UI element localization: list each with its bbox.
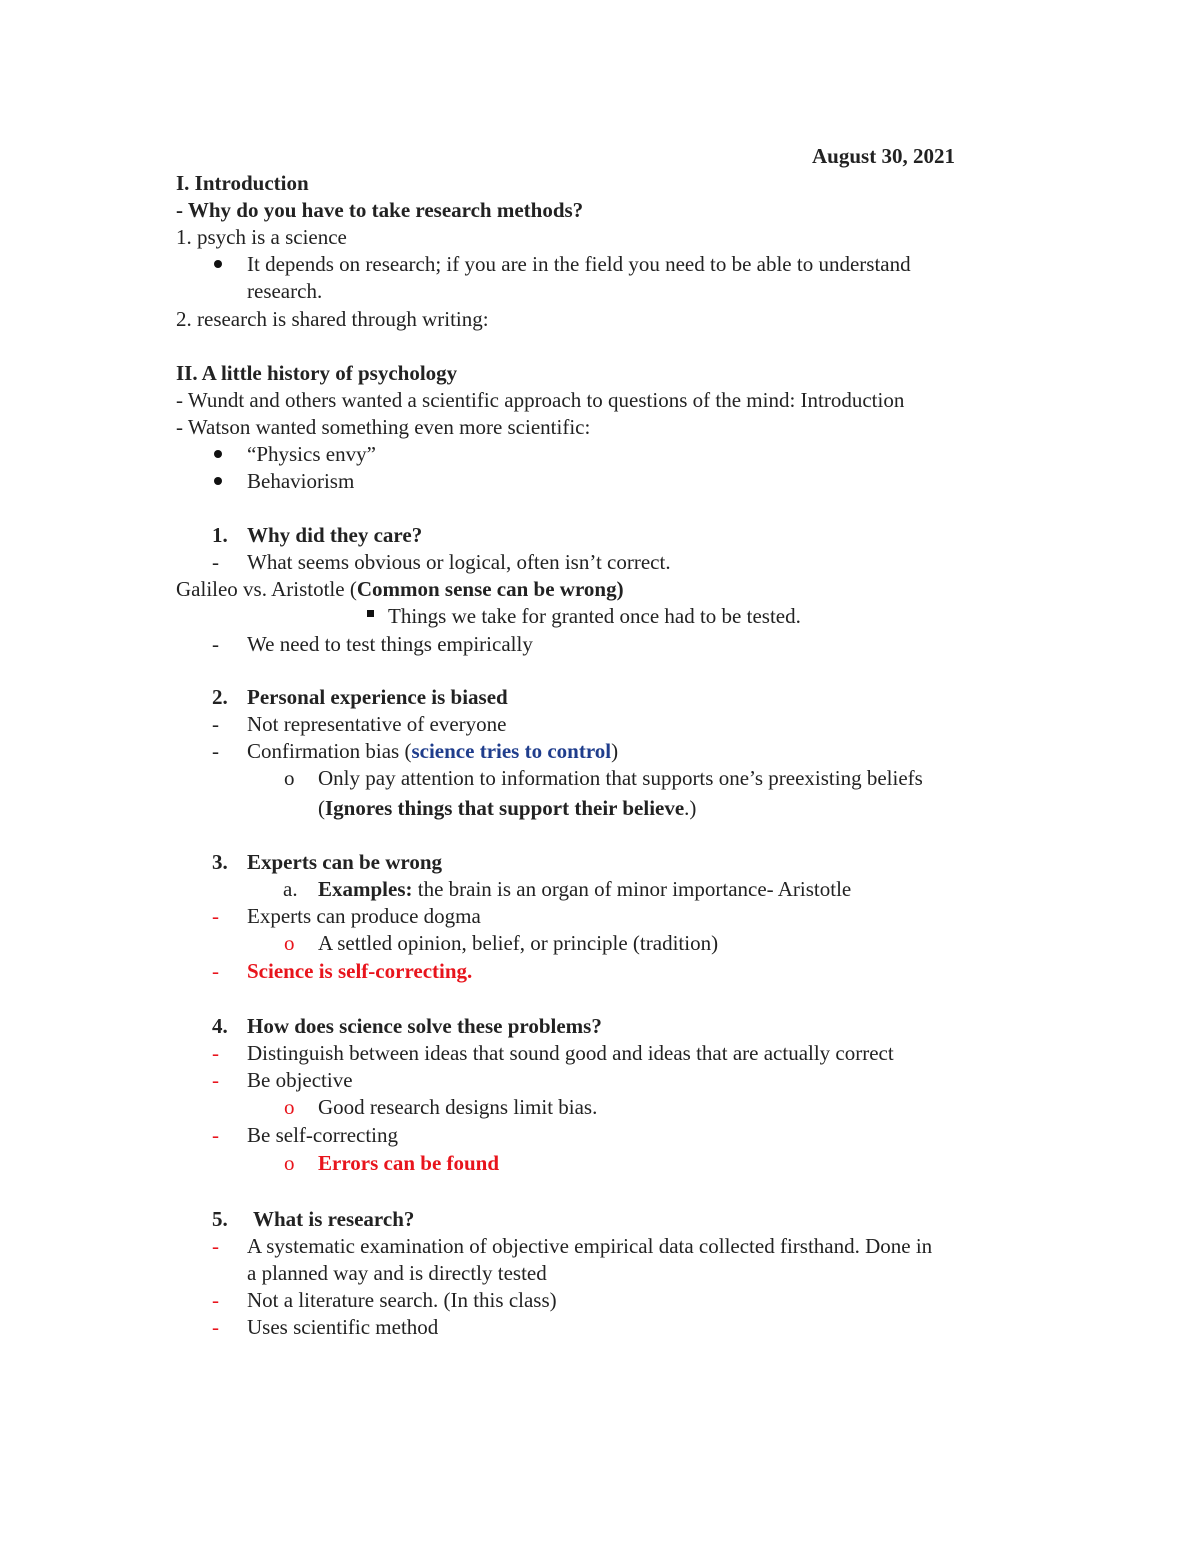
- intro-bullet-line-2: research.: [247, 279, 323, 303]
- dash-marker: -: [212, 712, 219, 736]
- dash-marker: -: [212, 632, 219, 656]
- section-heading-introduction: I. Introduction: [176, 171, 309, 195]
- dash-marker: -: [212, 1288, 219, 1312]
- letter-marker: a.: [283, 877, 298, 901]
- circle-marker: o: [284, 931, 295, 955]
- history-line-2: - Watson wanted something even more scientific:: [176, 415, 591, 439]
- galileo-text: Galileo vs. Aristotle (: [176, 577, 357, 601]
- point-4-dash-2: Be objective: [247, 1068, 353, 1092]
- point-1-dash-2: We need to test things empirically: [247, 632, 533, 656]
- point-5-number: 5.: [212, 1207, 228, 1231]
- circle-marker: o: [284, 1151, 295, 1175]
- point-4-title: How does science solve these problems?: [247, 1014, 602, 1038]
- history-line-1: - Wundt and others wanted a scientific approach to questions of the mind: Introduction: [176, 388, 905, 412]
- point-1-number: 1.: [212, 523, 228, 547]
- examples-label: Examples:: [318, 877, 413, 901]
- galileo-bold-text: Common sense can be wrong): [356, 577, 624, 601]
- ignores-bold-text: Ignores things that support their believe: [325, 796, 685, 820]
- point-2-dash-1: Not representative of everyone: [247, 712, 507, 736]
- point-2-title: Personal experience is biased: [247, 685, 508, 709]
- dash-marker: -: [212, 1041, 219, 1065]
- point-4-dash-3: Be self-correcting: [247, 1123, 399, 1147]
- intro-item-1: 1. psych is a science: [176, 225, 347, 249]
- point-3-title: Experts can be wrong: [247, 850, 443, 874]
- point-4-sub-1: Good research designs limit bias.: [318, 1095, 598, 1119]
- point-2-sub-line-2: [318, 795, 696, 822]
- point-1-dash-1: What seems obvious or logical, often isn’t correct.: [247, 550, 671, 574]
- examples-text: the brain is an organ of minor importance- Aristotle: [412, 877, 852, 901]
- dash-marker: -: [212, 1234, 219, 1258]
- section-heading-history: II. A little history of psychology: [176, 361, 458, 385]
- intro-bullet-line-1: It depends on research; if you are in the field you need to be able to understand: [247, 252, 911, 276]
- paren-close-dot: .): [684, 796, 697, 820]
- square-bullet-icon: [367, 610, 374, 617]
- paren-open: (: [318, 796, 325, 820]
- document-date: August 30, 2021: [812, 144, 955, 168]
- point-3-dash-2: Science is self-correcting.: [247, 959, 473, 983]
- point-3-number: 3.: [212, 850, 228, 874]
- galileo-line: [176, 576, 624, 603]
- point-5-dash-1-line-1: A systematic examination of objective empirical data collected firsthand. Done in: [247, 1234, 933, 1258]
- point-3-sub-1: A settled opinion, belief, or principle (tradition): [318, 931, 719, 955]
- point-4-number: 4.: [212, 1014, 228, 1038]
- point-5-dash-1-line-2: a planned way and is directly tested: [247, 1261, 547, 1285]
- bullet-dot-icon: [214, 260, 222, 268]
- dash-marker: -: [212, 1123, 219, 1147]
- point-1-title: Why did they care?: [247, 523, 423, 547]
- bullet-dot-icon: [214, 477, 222, 485]
- point-5-title: What is research?: [253, 1207, 415, 1231]
- history-bullet-2: Behaviorism: [247, 469, 355, 493]
- point-1-square-bullet: Things we take for granted once had to be tested.: [388, 604, 801, 628]
- dash-marker: -: [212, 1315, 219, 1339]
- point-4-dash-1: Distinguish between ideas that sound good and ideas that are actually correct: [247, 1041, 894, 1065]
- paren-close: ): [611, 739, 619, 763]
- bullet-dot-icon: [214, 450, 222, 458]
- dash-marker: -: [212, 959, 219, 983]
- dash-marker: -: [212, 739, 219, 763]
- point-2-number: 2.: [212, 685, 228, 709]
- science-control-text: science tries to control: [411, 739, 612, 763]
- circle-marker: o: [284, 1095, 295, 1119]
- intro-question: - Why do you have to take research methods?: [176, 198, 584, 222]
- point-5-dash-3: Uses scientific method: [247, 1315, 439, 1339]
- point-4-sub-2: Errors can be found: [318, 1151, 500, 1175]
- point-2-dash-2: [247, 738, 618, 765]
- dash-marker: -: [212, 1068, 219, 1092]
- point-3-example: [318, 876, 851, 903]
- dash-marker: -: [212, 904, 219, 928]
- intro-item-2: 2. research is shared through writing:: [176, 307, 489, 331]
- point-3-dash-1: Experts can produce dogma: [247, 904, 481, 928]
- history-bullet-1: “Physics envy”: [247, 442, 376, 466]
- circle-marker: o: [284, 766, 295, 790]
- confirmation-bias-text: Confirmation bias (: [247, 739, 412, 763]
- point-5-dash-2: Not a literature search. (In this class): [247, 1288, 557, 1312]
- point-2-sub-line-1: Only pay attention to information that supports one’s preexisting beliefs: [318, 766, 923, 790]
- dash-marker: -: [212, 550, 219, 574]
